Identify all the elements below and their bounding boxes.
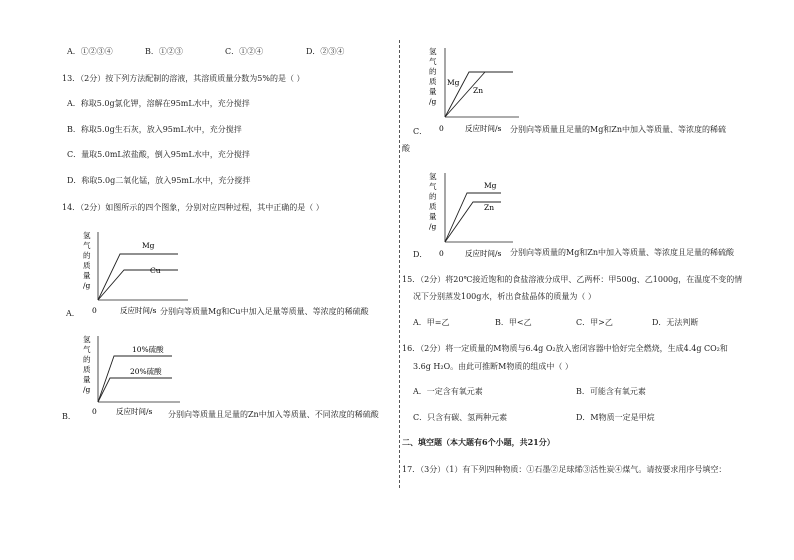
graph-c-line2-label: Zn [473,86,484,95]
graph-b-svg [80,334,190,420]
graph-c-ylabel-5: /g [429,97,437,106]
q15-stem-1: 15．（2分）将20℃接近饱和的食盐溶液分成甲、乙两杯：甲500g、乙1000g，在温度不变的情 [402,275,743,284]
option-c-desc: 分别向等质量且足量的Mg和Zn中加入等质量、等浓度的稀硫 [510,125,727,134]
option-c-desc-wrap: 酸 [402,144,410,153]
q14-stem: 14．（2分）如图所示的四个图象，分别对应四种过程，其中正确的是（ ） [62,203,324,212]
graph-c-ylabel-1: 气 [429,57,437,66]
graph-d-origin: 0 [439,249,444,258]
graph-c [427,45,527,137]
graph-b [80,334,190,420]
graph-a-ylabel-1: 气 [83,241,91,250]
graph-c-ylabel-4: 量 [429,87,437,96]
option-d-desc: 分别向等质量的Mg和Zn中加入等质量、等浓度且足量的稀硫酸 [510,248,735,257]
graph-d-ylabel-0: 氢 [429,172,437,181]
q15-stem-2: 况下分别蒸发100g水，析出食盐晶体的质量为（ ） [413,292,596,301]
graph-c-ylabel-0: 氢 [429,47,437,56]
graph-d-mg-line [445,193,501,242]
graph-b-ylabel-4: 量 [83,375,91,384]
graph-a-ylabel-0: 氢 [83,231,91,240]
graph-c-svg [427,45,527,137]
q14-option-b-label: B． [62,412,76,421]
graph-b-ylabel-1: 气 [83,345,91,354]
option-c-label: C． [413,127,428,136]
q15-option-d: D．无法判断 [652,318,699,327]
graph-b-ylabel-2: 的 [83,355,91,364]
graph-d-ylabel-1: 气 [429,182,437,191]
graph-b-line1-label: 10%硫酸 [132,345,164,354]
graph-a-line2-label: Cu [150,266,161,275]
graph-d-line1-label: Mg [484,181,497,190]
q12-option-a: A．①②③④ [67,47,113,56]
option-d-label: D． [413,250,428,259]
q16-stem-1: 16．（2分）将一定质量的M物质与6.4g O₂放入密闭容器中恰好完全燃烧，生成4.4g CO₂和 [402,344,728,353]
graph-a-ylabel-4: 量 [83,271,91,280]
q14-option-a-label: A． [66,309,80,318]
graph-b-ylabel-0: 氢 [83,335,91,344]
q13-option-b: B．称取5.0g生石灰，放入95mL水中，充分搅拌 [67,125,242,134]
q15-option-c: C．甲>乙 [576,318,613,327]
q16-option-b: B．可能含有氧元素 [576,387,646,396]
graph-c-ylabel-3: 质 [429,77,437,86]
q16-stem-2: 3.6g H₂O。由此可推断M物质的组成中（ ） [413,362,573,371]
graph-a-ylabel-5: /g [83,281,91,290]
graph-b-ylabel-5: /g [83,385,91,394]
q14-option-b-desc: 分别向等质量且足量的Zn中加入等质量、不同浓度的稀硫酸 [168,410,379,419]
q12-option-c: C．①②④ [225,47,264,56]
q17-stem: 17．（3分）（1）有下列四种物质：①石墨②足球烯③活性炭④煤气。请按要求用序号填空： [402,465,727,474]
q15-option-b: B．甲<乙 [495,318,532,327]
graph-a-xlabel: 反应时间/s [120,306,157,315]
q14-option-a-desc: 分别向等质量Mg和Cu中加入足量等质量、等浓度的稀硫酸 [160,307,369,316]
q13-option-d: D．称取5.0g二氧化锰，放入95mL水中，充分搅拌 [67,176,251,185]
q16-option-a: A．一定含有氧元素 [413,387,483,396]
q13-option-a: A．称取5.0g氯化钾，溶解在95mL水中，充分搅拌 [67,99,250,108]
graph-d-xlabel: 反应时间/s [465,249,502,258]
graph-b-ylabel-3: 质 [83,365,91,374]
graph-a-line1-label: Mg [142,241,155,250]
graph-d [427,170,527,258]
graph-a-ylabel-3: 质 [83,261,91,270]
column-divider [399,40,400,488]
q13-stem: 13．（2分）按下列方法配制的溶液，其溶质质量分数为5%的是（ ） [62,74,305,83]
graph-b-20pct-line [98,378,172,402]
graph-d-ylabel-5: /g [429,222,437,231]
graph-d-ylabel-4: 量 [429,212,437,221]
graph-c-xlabel: 反应时间/s [465,124,502,133]
graph-c-ylabel-2: 的 [429,67,437,76]
graph-d-ylabel-3: 质 [429,202,437,211]
graph-d-svg [427,170,527,258]
graph-b-origin: 0 [92,407,97,416]
q13-option-c: C．量取5.0mL浓盐酸，倒入95mL水中，充分搅拌 [67,150,250,159]
q15-option-a: A．甲=乙 [413,318,450,327]
q16-option-c: C．只含有碳、氢两种元素 [413,413,508,422]
graph-a-mg-line [98,254,178,300]
q12-option-b: B．①②③ [145,47,183,56]
graph-b-line2-label: 20%硫酸 [130,367,162,376]
q16-option-d: D．M物质一定是甲烷 [576,413,655,422]
graph-a-ylabel-2: 的 [83,251,91,260]
graph-a-origin: 0 [92,306,97,315]
graph-d-line2-label: Zn [484,203,495,212]
graph-c-origin: 0 [439,124,444,133]
graph-d-ylabel-2: 的 [429,192,437,201]
graph-c-line1-label: Mg [447,78,460,87]
section-2-heading: 二、填空题（本大题有6个小题，共21分） [402,437,555,447]
q12-option-d: D．②③④ [306,47,345,56]
graph-b-xlabel: 反应时间/s [116,407,153,416]
